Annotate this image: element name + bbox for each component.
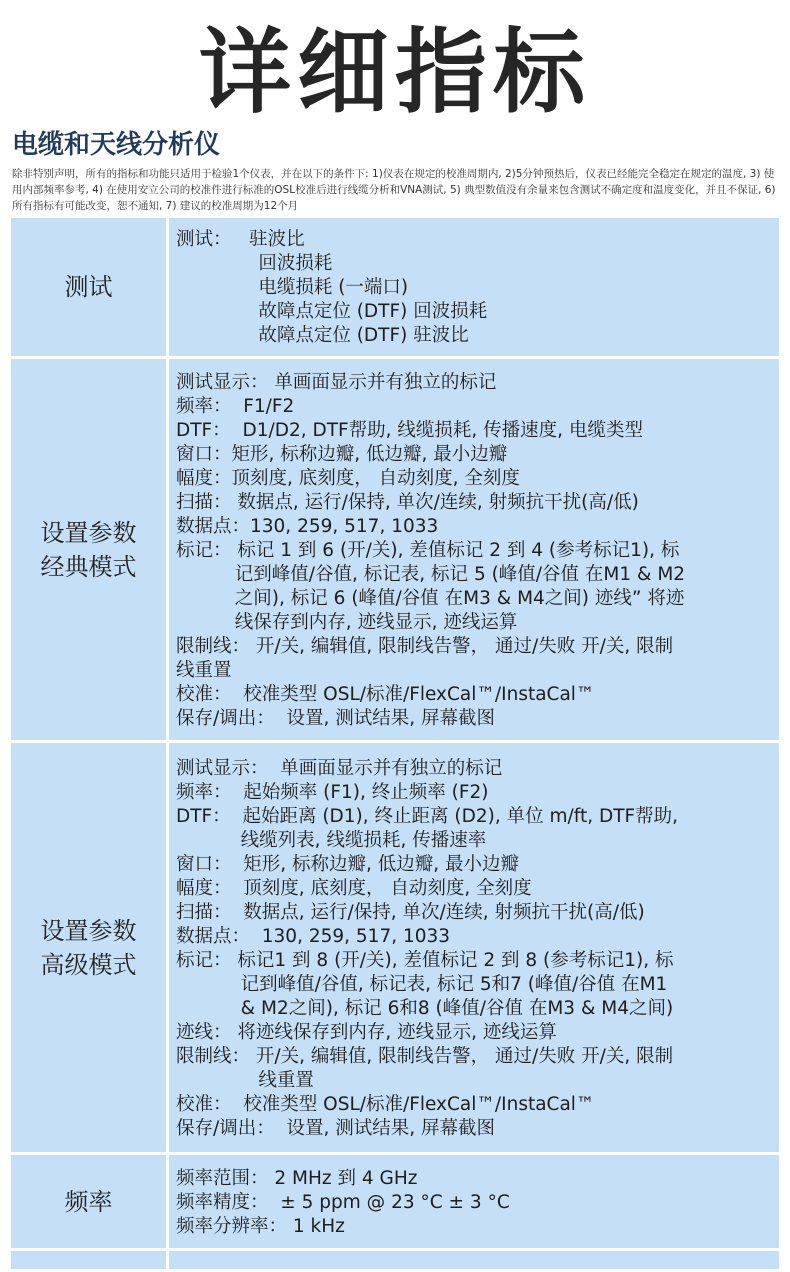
value-line: 回波损耗	[176, 253, 333, 274]
value-line: 测试显示： 单画面显示并有独立的标记	[176, 757, 503, 779]
row-label: 设置参数 高级模式	[10, 742, 168, 1154]
value-line: 迹线： 将迹线保存到内存, 迹线显示, 迹线运算	[176, 1021, 557, 1043]
value-line: 标记： 标记1 到 8 (开/关), 差值标记 2 到 8 (参考标记1), 标	[176, 949, 674, 971]
value-line: 故障点定位 (DTF) 回波损耗	[176, 301, 488, 322]
value-line: 数据点：130, 259, 517, 1033	[176, 515, 439, 537]
value-line: 校准： 校准类型 OSL/标准/FlexCal™/InstaCal™	[176, 683, 595, 705]
value-line: 线重置	[176, 659, 232, 681]
value-line: 校准： 校准类型 OSL/标准/FlexCal™/InstaCal™	[176, 1093, 595, 1115]
value-line: 限制线： 开/关, 编辑值, 限制线告警， 通过/失败 开/关, 限制	[176, 1045, 674, 1067]
value-line: DTF： 起始距离 (D1), 终止距离 (D2), 单位 m/ft, DTF帮助,	[176, 805, 679, 827]
spec-row-frequency	[10, 1154, 781, 1250]
row-value	[168, 742, 781, 1154]
value-line: 故障点定位 (DTF) 驻波比	[176, 325, 469, 346]
row-label: 测试	[10, 217, 168, 358]
value-line: 线重置	[176, 1069, 314, 1091]
value-line: 频率： F1/F2	[176, 395, 295, 417]
value-line: 线保存到内存, 迹线显示, 迹线运算	[176, 611, 518, 633]
row-value	[168, 1250, 781, 1271]
value-line: 保存/调出： 设置, 测试结果, 屏幕截图	[176, 1117, 496, 1139]
row-label: 设置参数 经典模式	[10, 358, 168, 742]
value-line: 窗口：矩形, 标称边瓣, 低边瓣, 最小边瓣	[176, 443, 508, 465]
row-value	[168, 217, 781, 358]
value-line: 保存/调出： 设置, 测试结果, 屏幕截图	[176, 707, 496, 729]
value-line: 测试： 驻波比	[176, 229, 305, 250]
row-value	[168, 358, 781, 742]
value-line: 窗口： 矩形, 标称边瓣, 低边瓣, 最小边瓣	[176, 853, 520, 875]
spec-row-continued	[10, 1250, 781, 1271]
row-label	[10, 1250, 168, 1271]
value-line: 扫描： 数据点, 运行/保持, 单次/连续, 射频抗干扰(高/低)	[176, 901, 645, 923]
value-line: 频率范围： 2 MHz 到 4 GHz	[176, 1167, 418, 1189]
disclaimer-text: 除非特别声明，所有的指标和功能只适用于检验1个仪表，并在以下的条件下: 1)仪表在规定的校准周期内, 2)5分钟预热后，仪表已经能完全稳定在规定的温度, 3) 使用内部频率参考, 4) 在使用安立公司的校准件进行标准的OSL校准后进行线缆分析和VNA测试, 5) 典型数值没有余量来包含测试不确定度和温度变化，并且不保证, 6) 所有指标有可能改变，恕不通知, 7) 建议的校准周期为12个月	[12, 168, 776, 212]
spec-table	[8, 215, 782, 1272]
value-line: 测试显示： 单画面显示并有独立的标记	[176, 371, 497, 393]
value-line: 频率： 起始频率 (F1), 终止频率 (F2)	[176, 781, 489, 803]
value-line: 限制线： 开/关, 编辑值, 限制线告警， 通过/失败 开/关, 限制	[176, 635, 674, 657]
row-value	[168, 1154, 781, 1250]
value-line: 频率分辨率： 1 kHz	[176, 1215, 345, 1237]
spec-row-test	[10, 217, 781, 358]
value-line: 频率精度： ± 5 ppm @ 23 °C ± 3 °C	[176, 1191, 510, 1213]
value-line: 数据点： 130, 259, 517, 1033	[176, 925, 451, 947]
value-line: 标记： 标记 1 到 6 (开/关), 差值标记 2 到 4 (参考标记1), 标	[176, 539, 680, 561]
value-line: 记到峰值/谷值, 标记表, 标记 5和7 (峰值/谷值 在M1	[176, 973, 668, 995]
value-line: DTF： D1/D2, DTF帮助, 线缆损耗, 传播速度, 电缆类型	[176, 419, 643, 441]
spec-row-classic-mode	[10, 358, 781, 742]
section-title: 电缆和天线分析仪	[12, 130, 221, 160]
value-line: 线缆列表, 线缆损耗, 传播速率	[176, 829, 487, 851]
page-title: 详细指标	[198, 19, 591, 126]
spec-row-advanced-mode	[10, 742, 781, 1154]
value-line: 记到峰值/谷值, 标记表, 标记 5 (峰值/谷值 在M1 & M2	[176, 563, 686, 585]
value-line: 电缆损耗 (一端口)	[176, 277, 409, 298]
value-line: & M2之间), 标记 6和8 (峰值/谷值 在M3 & M4之间)	[176, 997, 674, 1019]
row-label: 频率	[10, 1154, 168, 1250]
value-line: 幅度：顶刻度, 底刻度， 自动刻度, 全刻度	[176, 467, 520, 489]
value-line: 扫描： 数据点, 运行/保持, 单次/连续, 射频抗干扰(高/低)	[176, 491, 639, 513]
value-line: 之间), 标记 6 (峰值/谷值 在M3 & M4之间) 迹线” 将迹	[176, 587, 685, 609]
value-line: 幅度： 顶刻度, 底刻度， 自动刻度, 全刻度	[176, 877, 532, 899]
